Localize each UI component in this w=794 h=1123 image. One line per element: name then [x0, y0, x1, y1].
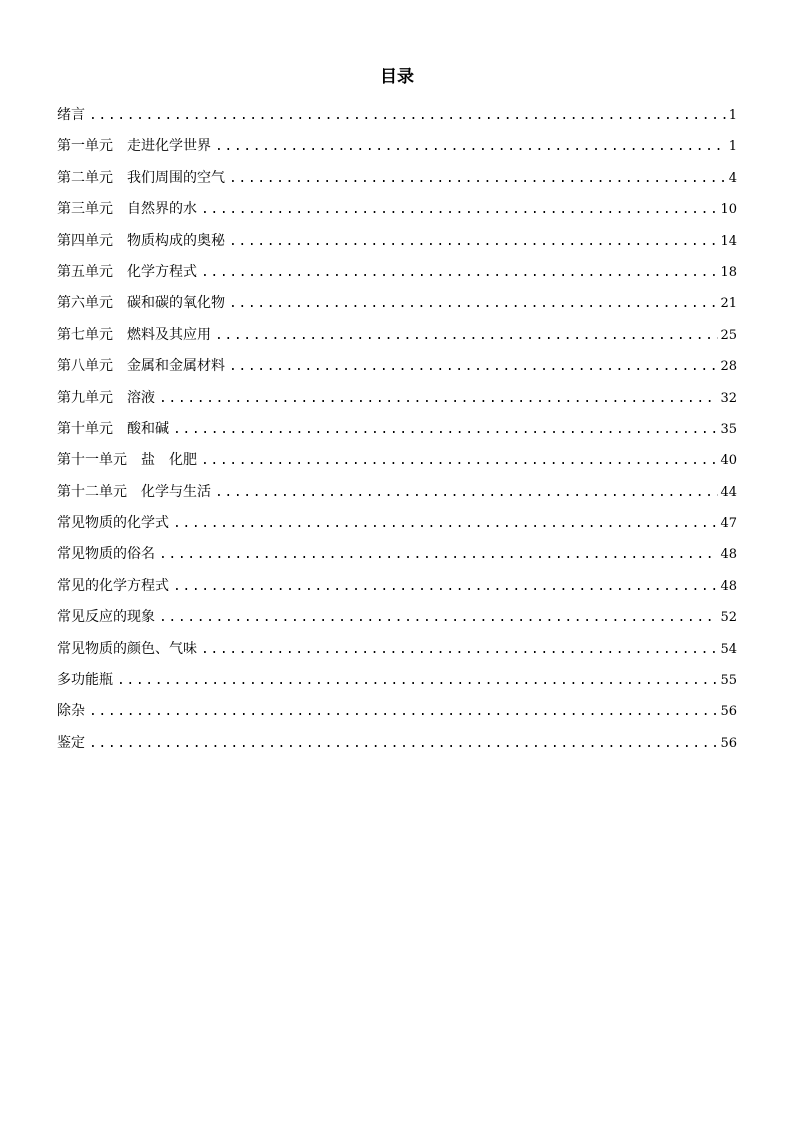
toc-entry[interactable]: [57, 226, 737, 257]
toc-dot-leader: [173, 414, 718, 445]
toc-entry-page: 1: [728, 139, 737, 155]
toc-entry[interactable]: [57, 131, 737, 162]
toc-entry-page: 54: [720, 641, 737, 657]
toc-entry-page: 40: [720, 453, 737, 469]
toc-entry[interactable]: [57, 100, 737, 131]
toc-entry-label: 多功能瓶: [57, 672, 113, 689]
toc-dot-leader: [201, 445, 718, 476]
toc-dot-leader: [215, 131, 727, 162]
toc-entry-page: 18: [720, 264, 737, 280]
toc-entry-label: 绪言: [57, 107, 85, 123]
toc-entry-page: 47: [720, 516, 737, 532]
toc-dot-leader: [229, 163, 727, 194]
toc-entry-page: 4: [728, 170, 737, 186]
toc-entry[interactable]: [57, 728, 737, 759]
toc-entry[interactable]: [57, 696, 737, 727]
toc-entry[interactable]: [57, 320, 737, 351]
toc-dot-leader: [159, 383, 718, 414]
toc-dot-leader: [89, 100, 727, 131]
toc-entry-label: 第六单元 碳和碳的氧化物: [57, 295, 225, 312]
toc-entry-label: 第四单元 物质构成的奥秘: [57, 232, 225, 249]
toc-entry-label: 第五单元 化学方程式: [57, 263, 197, 280]
toc-entry-label: 除杂: [57, 703, 85, 720]
toc-entry[interactable]: [57, 477, 737, 508]
toc-entry-label: 鉴定: [57, 734, 85, 751]
toc-dot-leader: [229, 288, 718, 319]
toc-entry-label: 第九单元 溶液: [57, 389, 155, 406]
toc-dot-leader: [201, 634, 718, 665]
toc-entry[interactable]: [57, 194, 737, 225]
toc-dot-leader: [89, 728, 718, 759]
toc-list: [57, 100, 737, 759]
toc-entry-label: 第十二单元 化学与生活: [57, 483, 211, 500]
toc-dot-leader: [229, 351, 718, 382]
toc-dot-leader: [117, 665, 718, 696]
toc-entry-page: 56: [720, 704, 737, 720]
toc-dot-leader: [159, 539, 718, 570]
toc-entry-label: 第三单元 自然界的水: [57, 201, 197, 218]
toc-entry[interactable]: [57, 351, 737, 382]
toc-entry-page: 32: [720, 390, 737, 406]
toc-entry-label: 常见物质的俗名: [57, 546, 155, 563]
toc-entry[interactable]: [57, 445, 737, 476]
toc-entry[interactable]: [57, 602, 737, 633]
toc-entry-label: 第十单元 酸和碱: [57, 420, 169, 437]
toc-dot-leader: [215, 320, 718, 351]
toc-dot-leader: [89, 696, 718, 727]
toc-entry-page: 55: [720, 673, 737, 689]
toc-entry-page: 52: [720, 610, 737, 626]
toc-entry[interactable]: [57, 665, 737, 696]
toc-entry-label: 第十一单元 盐 化肥: [57, 452, 197, 469]
toc-dot-leader: [173, 508, 718, 539]
toc-entry-label: 第一单元 走进化学世界: [57, 138, 211, 155]
toc-entry-page: 35: [720, 421, 737, 437]
toc-entry-page: 28: [720, 359, 737, 375]
toc-entry-page: 1: [728, 108, 737, 123]
toc-entry-label: 常见物质的化学式: [57, 515, 169, 532]
toc-entry[interactable]: [57, 414, 737, 445]
toc-entry[interactable]: [57, 163, 737, 194]
toc-title: 目录: [380, 67, 414, 87]
toc-entry-label: 第二单元 我们周围的空气: [57, 169, 225, 186]
toc-entry-label: 常见的化学方程式: [57, 577, 169, 594]
toc-entry[interactable]: [57, 508, 737, 539]
toc-entry-page: 56: [720, 735, 737, 751]
toc-entry-page: 48: [720, 547, 737, 563]
toc-entry[interactable]: [57, 634, 737, 665]
toc-entry[interactable]: [57, 257, 737, 288]
toc-dot-leader: [201, 257, 718, 288]
toc-dot-leader: [173, 571, 718, 602]
toc-entry-page: 14: [720, 233, 737, 249]
toc-entry-label: 常见反应的现象: [57, 609, 155, 626]
toc-entry-label: 第七单元 燃料及其应用: [57, 326, 211, 343]
toc-entry[interactable]: [57, 383, 737, 414]
toc-dot-leader: [201, 194, 718, 225]
toc-entry[interactable]: [57, 539, 737, 570]
toc-entry[interactable]: [57, 288, 737, 319]
toc-entry[interactable]: [57, 571, 737, 602]
toc-entry-page: 44: [720, 484, 737, 500]
toc-dot-leader: [229, 226, 718, 257]
toc-entry-page: 21: [720, 296, 737, 312]
toc-dot-leader: [159, 602, 718, 633]
toc-entry-page: 48: [720, 578, 737, 594]
toc-entry-page: 25: [720, 327, 737, 343]
toc-dot-leader: [215, 477, 718, 508]
toc-entry-label: 常见物质的颜色、气味: [57, 640, 197, 657]
toc-entry-page: 10: [720, 202, 737, 218]
toc-entry-label: 第八单元 金属和金属材料: [57, 358, 225, 375]
